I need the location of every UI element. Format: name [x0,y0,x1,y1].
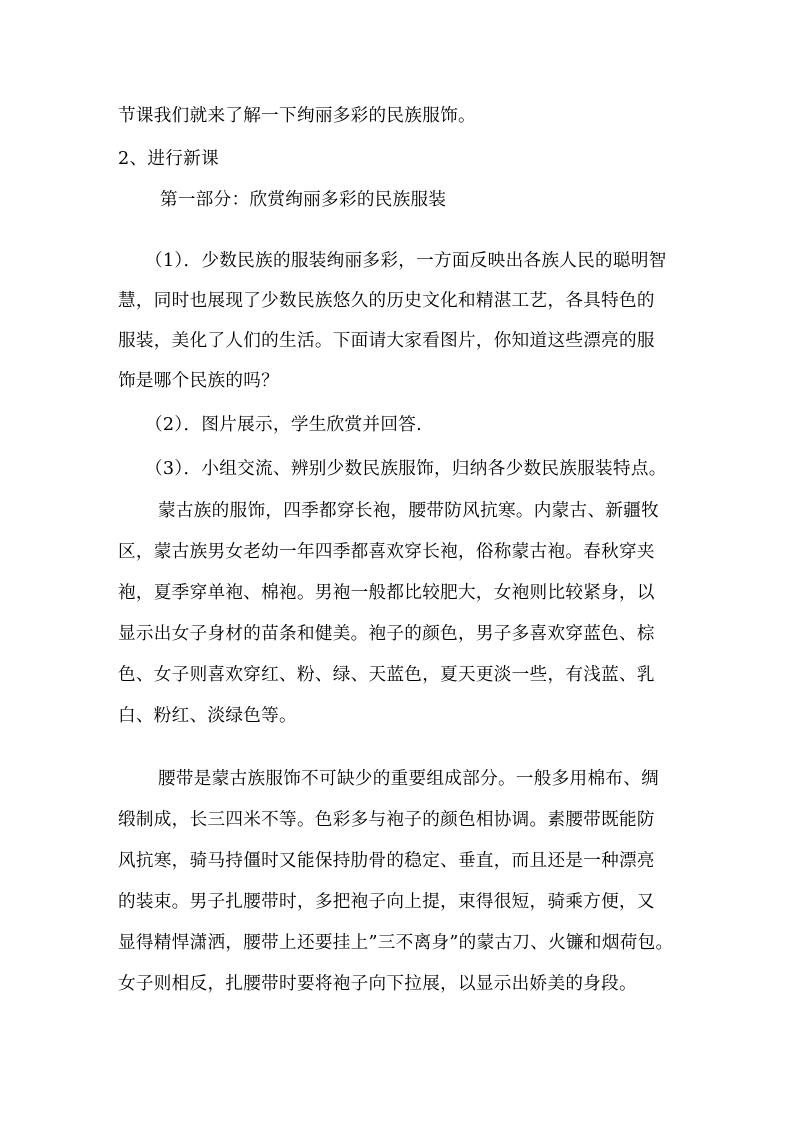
paragraph-line: 女子则相反，扎腰带时要将袍子向下拉展，以显示出娇美的身段。 [118,974,637,994]
paragraph-line: 风抗寒，骑马持僵时又能保持肋骨的稳定、垂直，而且还是一种漂亮 [118,851,655,871]
paragraph-line: 蒙古族的服饰，四季都穿长袍，腰带防风抗寒。内蒙古、新疆牧 [158,501,660,521]
paragraph-line: 区，蒙古族男女老幼一年四季都喜欢穿长袍，俗称蒙古袍。春秋穿夹 [118,542,655,562]
paragraph-line: 饰是哪个民族的吗？ [118,371,280,391]
paragraph-line: 色、女子则喜欢穿红、粉、绿、天蓝色，夏天更淡一些，有浅蓝、乳 [118,665,655,685]
paragraph-line: 腰带是蒙古族服饰不可缺少的重要组成部分。一般多用棉布、绸 [158,769,660,789]
list-item: （3）．小组交流、辨别少数民族服饰，归纳各少数民族服装特点。 [145,459,667,479]
paragraph-line: 显示出女子身材的苗条和健美。袍子的颜色，男子多喜欢穿蓝色、棕 [118,624,655,644]
paragraph-line: 显得精悍潇洒，腰带上还要挂上”三不离身”的蒙古刀、火镰和烟荷包。 [118,933,674,953]
section-heading: 2、进行新课 [118,149,219,169]
subsection-heading: 第一部分：欣赏绚丽多彩的民族服装 [160,190,447,210]
paragraph-line: 慧，同时也展现了少数民族悠久的历史文化和精湛工艺，各具特色的 [118,291,655,311]
paragraph-line: 的装束。男子扎腰带时，多把袍子向上提，束得很短，骑乘方便，又 [118,892,655,912]
paragraph-line: 缎制成，长三四米不等。色彩多与袍子的颜色相协调。素腰带既能防 [118,810,655,830]
paragraph-line: 袍，夏季穿单袍、棉袍。男袍一般都比较肥大，女袍则比较紧身，以 [118,583,655,603]
list-item: （2）．图片展示，学生欣赏并回答. [145,415,422,435]
paragraph-line: 节课我们就来了解一下绚丽多彩的民族服饰。 [118,106,476,126]
paragraph-line: 服装，美化了人们的生活。下面请大家看图片，你知道这些漂亮的服 [118,331,655,351]
paragraph-line: （1）．少数民族的服装绚丽多彩，一方面反映出各族人民的聪明智 [145,251,667,271]
paragraph-line: 白、粉红、淡绿色等。 [118,706,297,726]
